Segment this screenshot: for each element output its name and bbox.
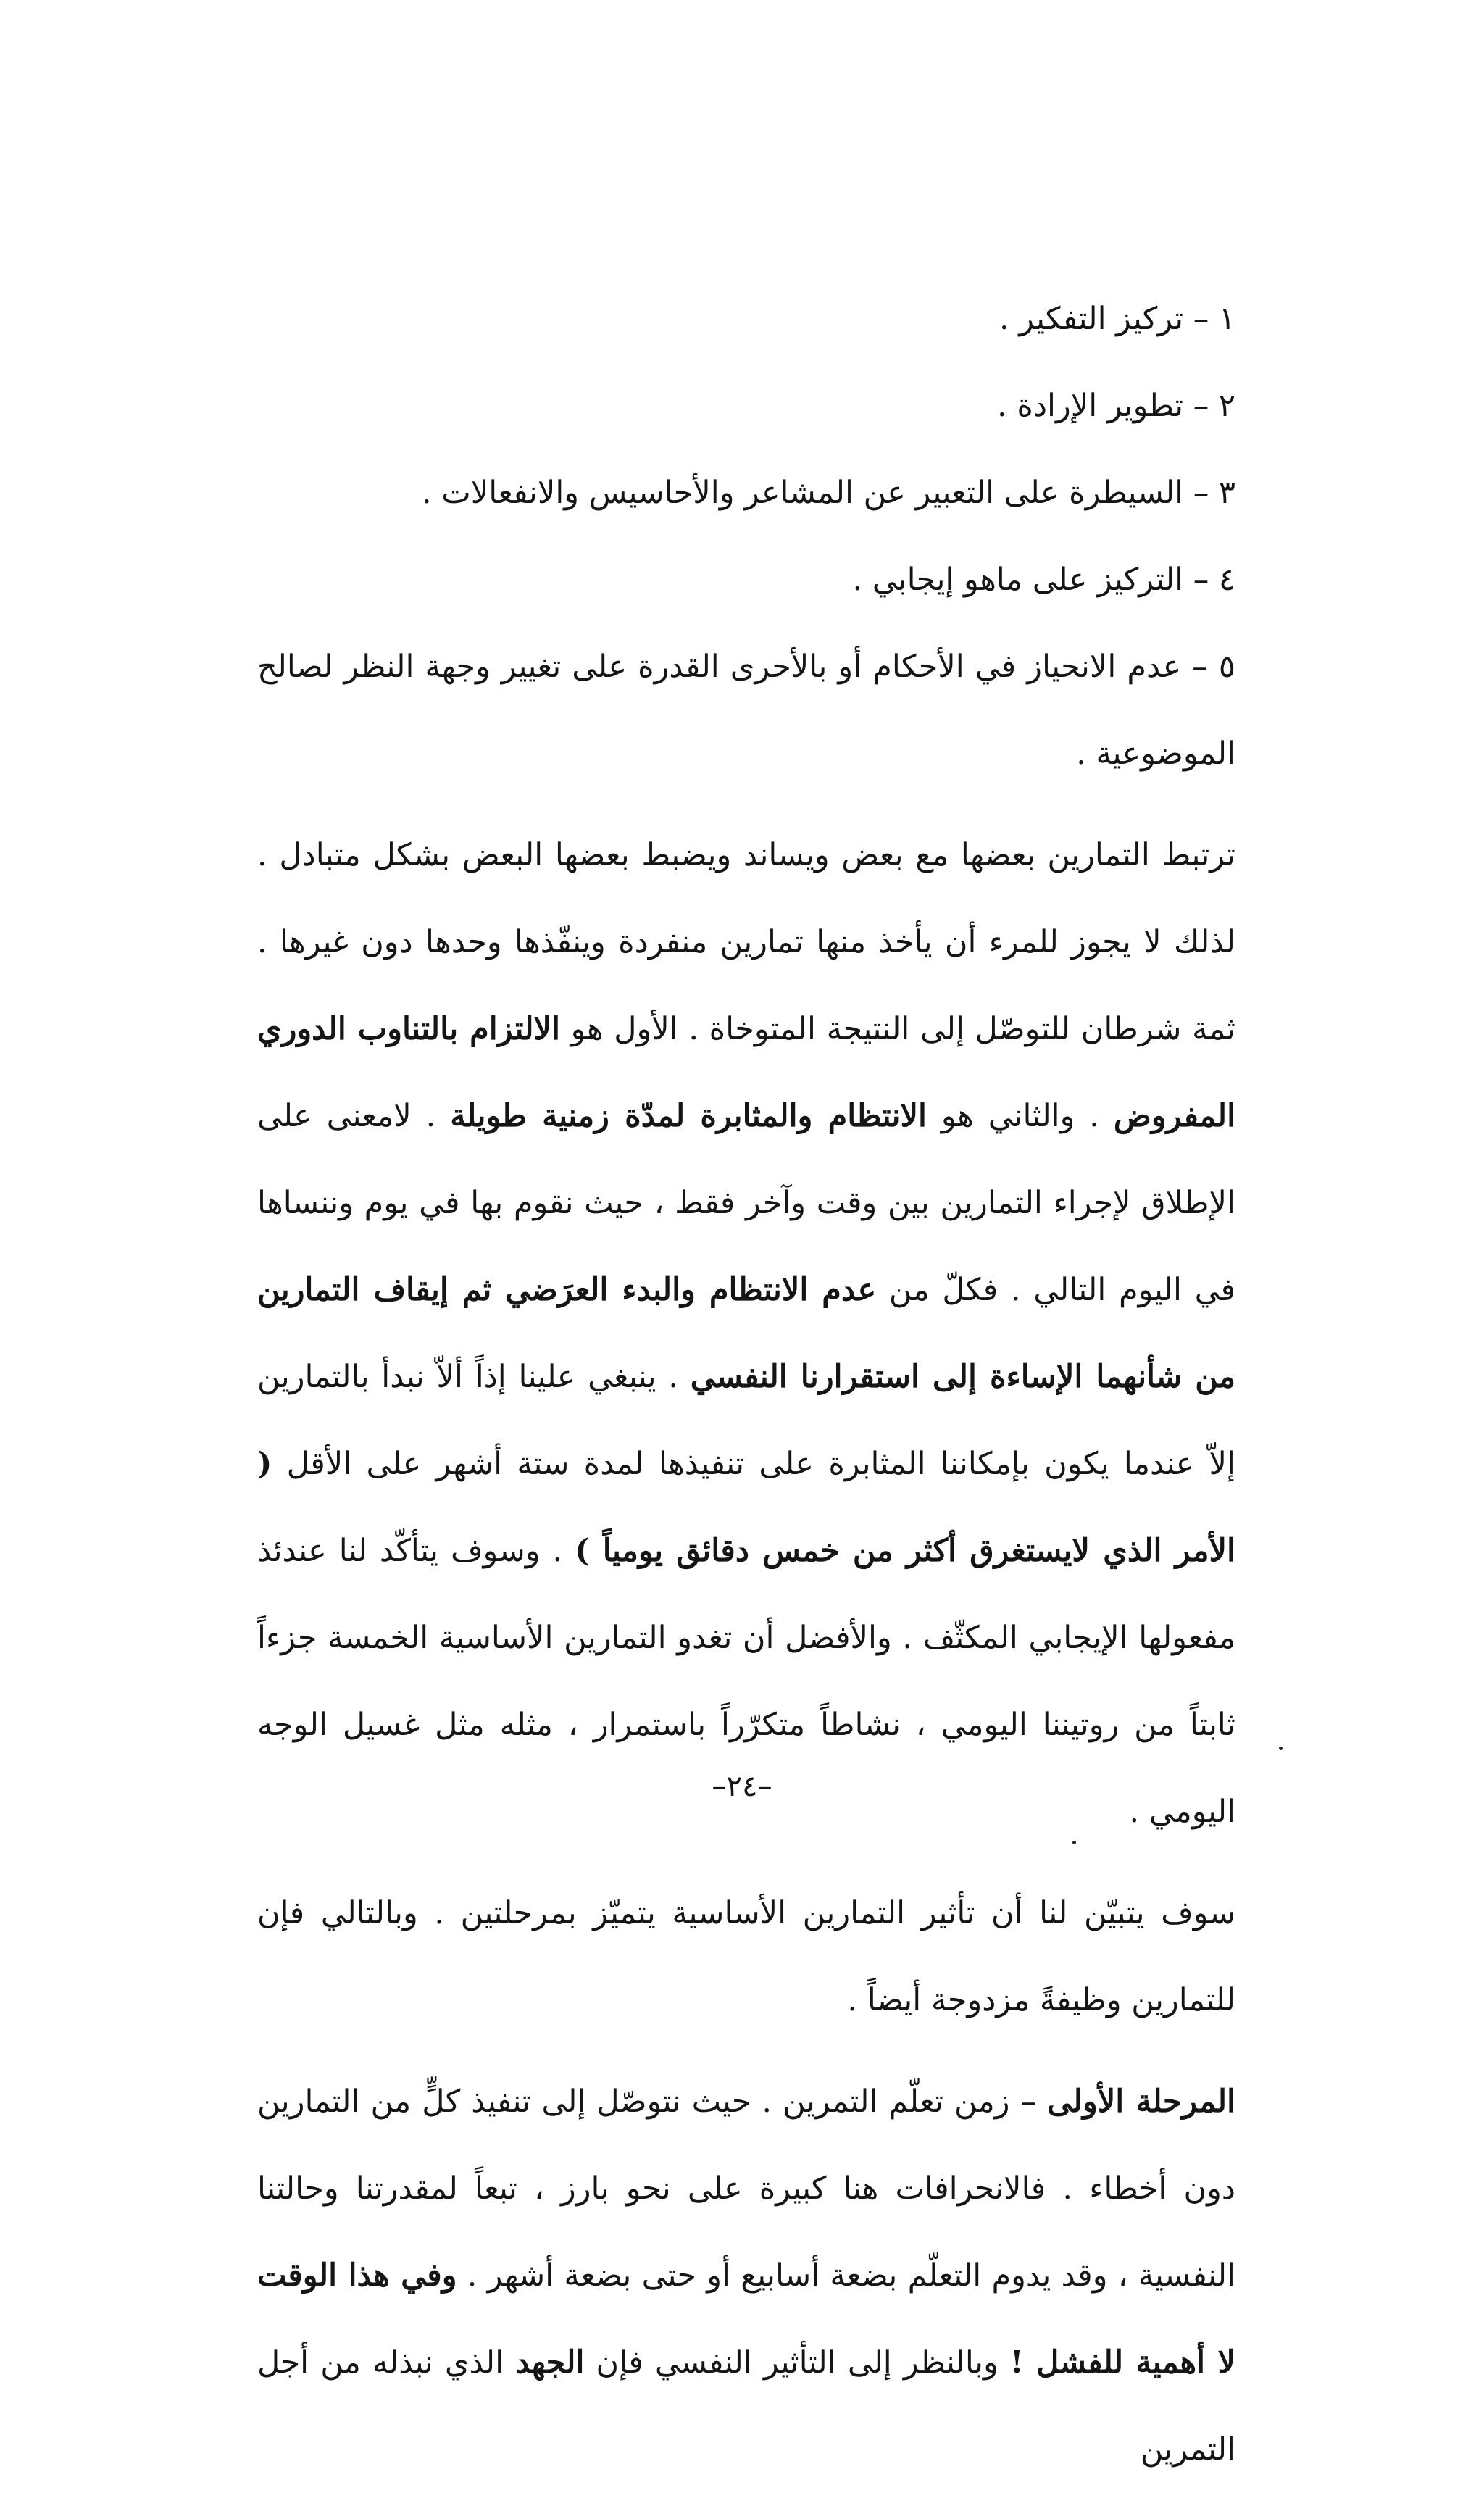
- list-item: ٣ – السيطرة على التعبير عن المشاعر والأحاسيس والانفعالات .: [421, 475, 1235, 511]
- paragraph-two-stages: سوف يتبيّن لنا أن تأثير التمارين الأساسية يتميّز بمرحلتين . وبالتالي فإن للتمارين وظيفةً مزدوجة أيضاً .: [257, 1895, 1235, 2018]
- paragraph-text: الذي نبذله من أجل التمرين: [257, 2344, 1235, 2468]
- scan-speck: [1072, 1841, 1076, 1844]
- paragraph-first-stage: [257, 2058, 1235, 2493]
- scan-speck: [1279, 1747, 1283, 1750]
- emphasis-text: وفي هذا الوقت لا أهمية للفشل !: [257, 2257, 1235, 2381]
- paragraph-exercises-relation: [257, 812, 1235, 1855]
- paragraph-text: . وسوف يتأكّد لنا عندئذ مفعولها الإيجابي المكثّف . والأفضل أن تغدو التمارين الأساسية الخمسة جزءاً ثابتاً من روتيننا اليومي ، نشاطاً متكرّراً باستمرار ، مثله مثل غسيل الوجه اليومي .: [257, 1533, 1235, 1830]
- list-item: ٥ – عدم الانحياز في الأحكام أو بالأحرى القدرة على تغيير وجهة النظر لصالح الموضوعية .: [257, 649, 1235, 772]
- emphasis-text: ( الأمر الذي لايستغرق أكثر من خمس دقائق يومياً ): [257, 1446, 1236, 1569]
- paragraph-text: – زمن تعلّم التمرين . حيث نتوصّل إلى تنفيذ كلٍّ من التمارين دون أخطاء . فالانحرافات هنا كبيرة على نحو بارز ، تبعاً لمقدرتنا وحالتنا النفسية ، وقد يدوم التعلّم بضعة أسابيع أو حتى بضعة أشهر .: [257, 2084, 1235, 2294]
- emphasis-text: المرحلة الأولى: [1047, 2084, 1236, 2120]
- emphasis-text: الجهد: [515, 2344, 585, 2381]
- list-item: ٤ – التركيز على ماهو إيجابي .: [852, 562, 1235, 598]
- list-item: ٢ – تطوير الإرادة .: [997, 388, 1235, 424]
- paragraph-text: . لامعنى على الإطلاق لإجراء التمارين بين وقت وآخر فقط ، حيث نقوم بها في يوم وننساها في اليوم التالي . فكلّ من: [257, 1098, 1235, 1308]
- paragraph-text: . ينبغي علينا إذاً ألاّ نبدأ بالتمارين إلاّ عندما يكون بإمكاننا المثابرة على تنفيذها لمدة ستة أشهر على الأقل: [257, 1359, 1235, 1482]
- numbered-list: [257, 275, 1235, 797]
- emphasis-text: الانتظام والمثابرة لمدّة زمنية طويلة: [450, 1098, 927, 1134]
- emphasis-text: الالتزام بالتناوب الدوري المفروض: [257, 1011, 1236, 1134]
- page-body: [257, 275, 1235, 2493]
- emphasis-text: عدم الانتظام والبدء العرَضي ثم إيقاف التمارين من شأنهما الإساءة إلى استقرارنا النفسي: [257, 1272, 1236, 1395]
- list-item: ١ – تركيز التفكير .: [999, 301, 1235, 337]
- paragraph-text: . والثاني هو: [927, 1098, 1114, 1134]
- paragraph-text: وبالنظر إلى التأثير النفسي فإن: [584, 2344, 1010, 2381]
- page-number: –٢٤–: [712, 1770, 772, 1803]
- paragraph-text: ترتبط التمارين بعضها مع بعض ويساند ويضبط بعضها البعض بشكل متبادل . لذلك لا يجوز للمرء أن يأخذ منها تمارين منفردة وينفّذها وحدها دون غيرها . ثمة شرطان للتوصّل إلى النتيجة المتوخاة . الأول هو: [257, 837, 1235, 1047]
